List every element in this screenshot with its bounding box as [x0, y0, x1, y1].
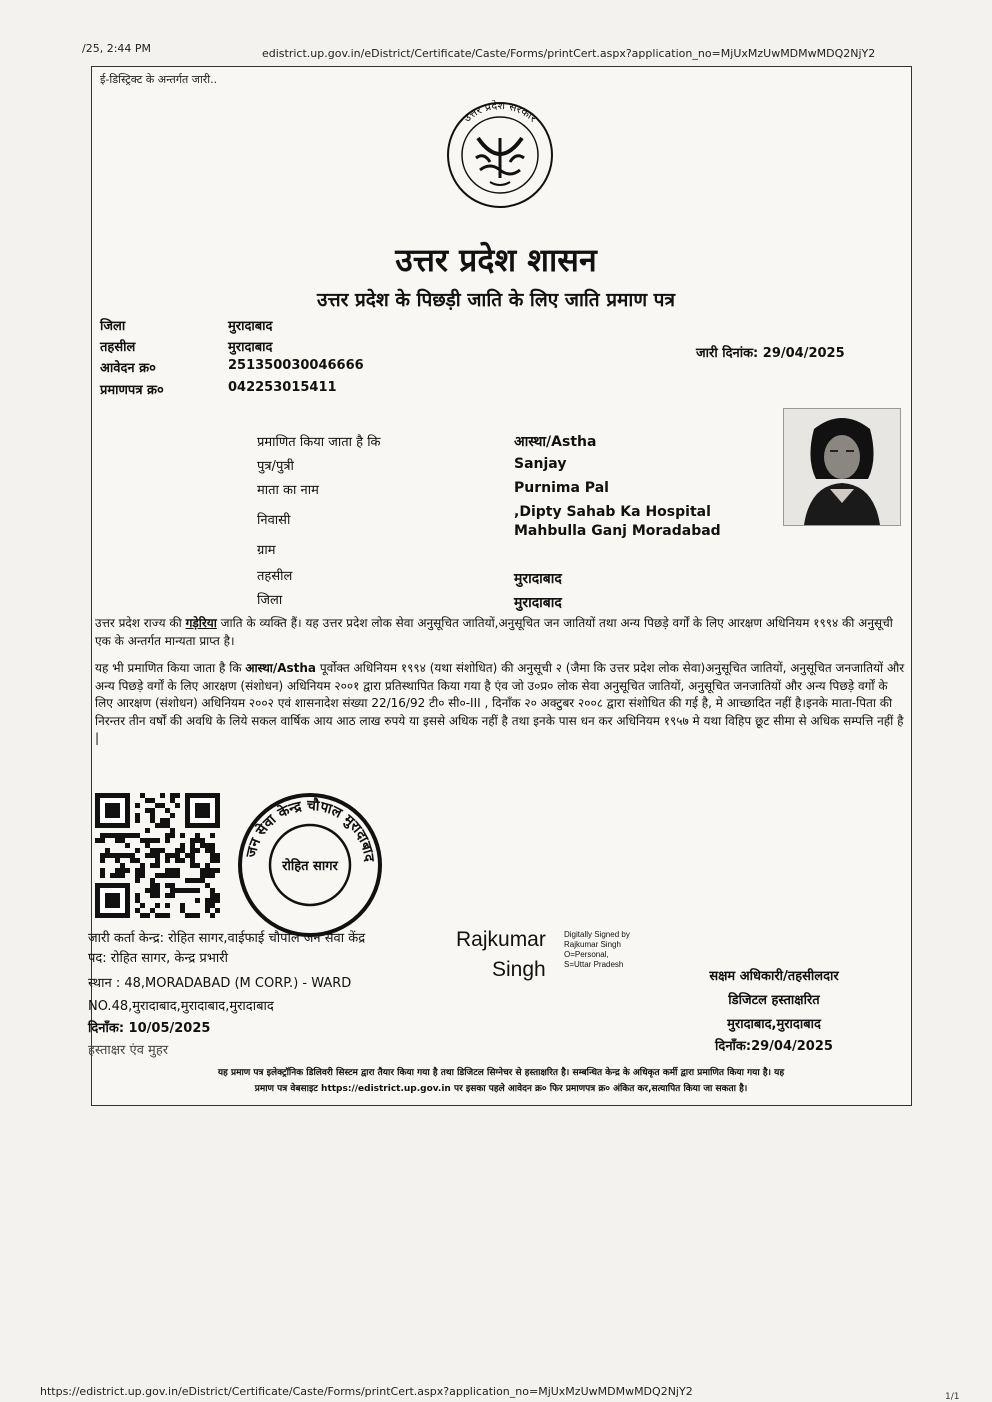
caste-name: गड़ेरिया — [185, 616, 217, 630]
issue-date: जारी दिनांक: 29/04/2025 — [696, 346, 845, 361]
certificate-number: 042253015411 — [228, 380, 337, 395]
print-time: /25, 2:44 PM — [82, 42, 152, 55]
sign-and-seal-text: हस्ताक्षर एंव मुहर — [88, 1043, 169, 1058]
emblem-arc-text: उत्तर प्रदेश सरकार — [460, 100, 540, 125]
svg-text:उत्तर प्रदेश सरकार — [461, 100, 540, 125]
seal-center-text: रोहित सागर — [282, 859, 338, 874]
caste-paragraph-pre: उत्तर प्रदेश राज्य की — [95, 616, 186, 630]
issuer-post: पद: रोहित सागर, केन्द्र प्रभारी — [88, 951, 228, 966]
field-value-address-line2: Mahbulla Ganj Moradabad — [514, 523, 721, 539]
print-url: edistrict.up.gov.in/eDistrict/Certificate/Caste/Forms/printCert.aspx?application_no=MjUxMzUwMDMwMDQ2NjY2 — [262, 47, 876, 60]
field-label-resident: निवासी — [257, 513, 291, 528]
district-value: मुरादाबाद — [228, 319, 273, 334]
seal-outer-text: जन सेवा केन्द्र चौपाल मुरादाबाद — [243, 797, 377, 863]
issued-under-text: ई-डिस्ट्रिक्ट के अन्तर्गत जारी.. — [100, 73, 218, 86]
field-label-district: जिला — [257, 593, 283, 608]
caste-paragraph-post: जाति के व्यक्ति हैं। यह उत्तर प्रदेश लोक सेवा अनुसूचित जातियों,अनुसूचित जन जातियों तथा अन्य पिछड़े वर्गों के लिए आरक्षण अधिनियम १९९४ की अनुसूची एक के अन्तर्गत मान्यता प्राप्त है। — [95, 616, 893, 648]
authority-place: मुरादाबाद,मुरादाबाद — [727, 1017, 821, 1032]
certificate-subtitle: उत्तर प्रदेश के पिछड़ी जाति के लिए जाति प्रमाण पत्र — [317, 289, 675, 311]
field-value-district: मुरादाबाद — [514, 595, 562, 611]
footer-url: https://edistrict.up.gov.in/eDistrict/Certificate/Caste/Forms/printCert.aspx?application_no=MjUxMzUwMDMwMDQ2NjY2 — [40, 1385, 693, 1398]
issuer-place: स्थान : 48,MORADABAD (M CORP.) - WARD — [88, 976, 352, 991]
issuer-center: जारी कर्ता केन्द्र: रोहित सागर,वाईफाई चौपाल जन सेवा केंद्र — [88, 931, 366, 946]
page-number: 1/1 — [945, 1392, 960, 1402]
signature-detail-4: S=Uttar Pradesh — [564, 960, 624, 969]
field-label-tehsil: तहसील — [257, 569, 293, 584]
signature-detail-3: O=Personal, — [564, 950, 609, 959]
application-number: 251350030046666 — [228, 358, 364, 373]
field-value-tehsil: मुरादाबाद — [514, 571, 562, 587]
authority-designation: सक्षम अधिकारी/तहसीलदार — [709, 969, 839, 984]
signature-detail-2: Rajkumar Singh — [564, 940, 621, 949]
signer-name-line2: Singh — [492, 958, 546, 981]
up-emblem-icon — [440, 100, 560, 210]
issuer-place-cont: NO.48,मुरादाबाद,मुरादाबाद,मुरादाबाद — [88, 999, 274, 1014]
caste-paragraph — [95, 615, 905, 650]
qr-code — [95, 793, 223, 918]
page-title: उत्तर प्रदेश शासन — [395, 241, 597, 279]
eligibility-paragraph — [95, 660, 905, 748]
field-value-father: Sanjay — [514, 456, 567, 472]
field-label-mother: माता का नाम — [257, 483, 319, 498]
field-value-name: आस्था/Astha — [514, 434, 597, 450]
verification-note-line2: प्रमाण पत्र वेबसाइट https://edistrict.up.gov.in पर इसका पहले आवेदन क्र० फिर प्रमाणपत्र क्र० अंकित कर,सत्यापित किया जा सकता है। — [254, 1084, 748, 1094]
eligibility-paragraph-pre: यह भी प्रमाणित किया जाता है कि — [95, 661, 246, 675]
eligibility-paragraph-post: पूर्वोक्त अधिनियम १९९४ (यथा संशोधित) की अनुसूची २ (जैमा कि उत्तर प्रदेश लोक सेवा)अनुसूचित जातियों, अनुसूचित जनजातियों और अन्य पिछड़े वर्गों के लिए आरक्षण (संशोधन) अधिनियम २००१ द्वारा प्रतिस्थापित किया गया है एंव जो उ०प्र० लोक सेवा अनुसूचित जातियों, अनुसूचित जनजातियों और अन्य पिछड़े वर्गों के लिए आरक्षण (संशोधन) अधिनियम २००२ एवं शासनादेश संख्या 22/16/92 टी० सी०-III , दिनाँक २० अक्टुबर २००८ द्वारा संशोधित की गई है, मे आच्छादित नहीं है।इनके माता-पिता की निरन्तर तीन वर्षों की अवधि के लिये सकल वार्षिक आय आठ लाख रुपये या इससे अधिक नहीं है तथा इनके पास धन कर अधिनियम १९५७ मे यथा विहिप छूट सीमा से अधिक सम्पत्ति नहीं है | — [95, 661, 905, 746]
signature-detail-1: Digitally Signed by — [564, 930, 630, 939]
certificate-label: प्रमाणपत्र क्र० — [100, 383, 164, 398]
field-label-child-of: पुत्र/पुत्री — [257, 459, 294, 474]
tehsil-value: मुरादाबाद — [228, 340, 273, 355]
field-value-address-line1: ,Dipty Sahab Ka Hospital — [514, 504, 711, 520]
tehsil-label: तहसील — [100, 340, 136, 355]
service-center-seal — [235, 790, 385, 940]
authority-digital-signed: डिजिटल हस्ताक्षरित — [728, 993, 820, 1008]
verification-note-line1: यह प्रमाण पत्र इलेक्ट्रॉनिक डिलिवरी सिस्टम द्वारा तैयार किया गया है तथा डिजिटल सिग्नेचर से हस्ताक्षरित है। सम्बन्धित केन्द्र के अधिकृत कर्मी द्वारा प्रमाणित किया गया है। यह — [217, 1068, 785, 1078]
eligibility-name: आस्था/Astha — [245, 661, 317, 675]
authority-date: दिनाँक:29/04/2025 — [715, 1039, 833, 1054]
applicant-photo — [783, 408, 901, 526]
field-label-village: ग्राम — [257, 543, 276, 558]
field-value-mother: Purnima Pal — [514, 480, 609, 496]
svg-text:जन सेवा केन्द्र चौपाल मुरादा — [243, 797, 377, 863]
signer-name-line1: Rajkumar — [456, 928, 546, 951]
field-label-certified: प्रमाणित किया जाता है कि — [257, 435, 381, 450]
application-label: आवेदन क्र० — [100, 361, 156, 376]
issuer-date: दिनाँक: 10/05/2025 — [88, 1021, 211, 1036]
district-label: जिला — [100, 319, 126, 334]
